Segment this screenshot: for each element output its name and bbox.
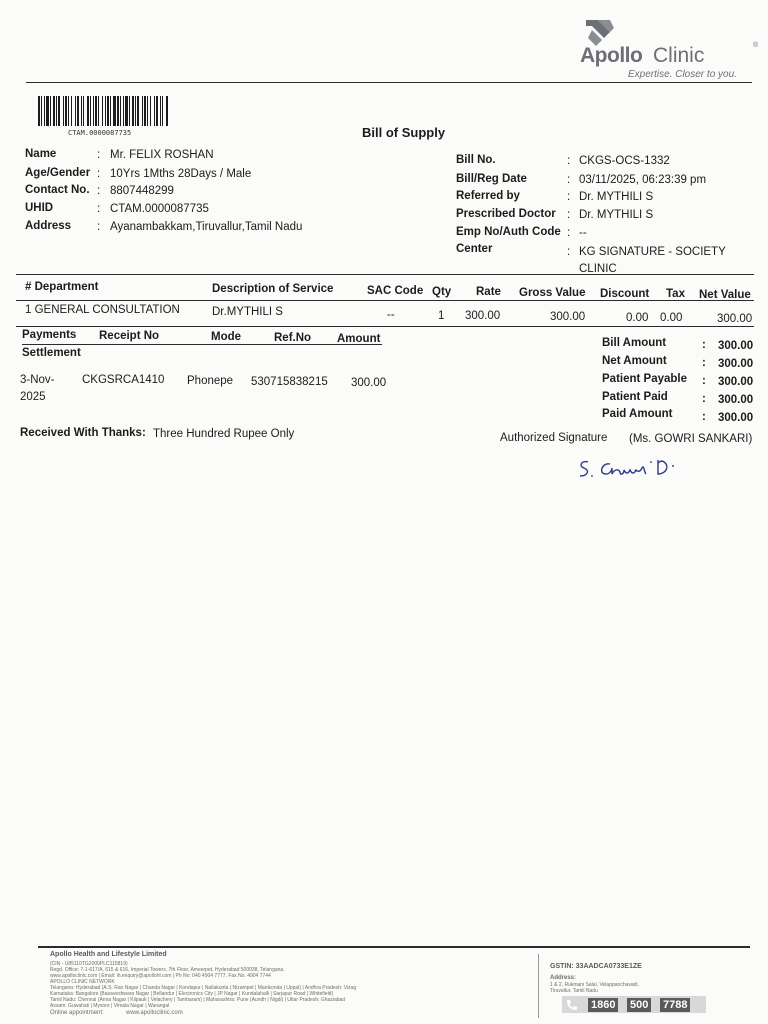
col-receipt-no: Receipt No	[99, 330, 160, 342]
footer-network-line1: Telangana: Hyderabad (A.S. Rao Nagar | Chanda Nagar | Kondapur | Nallakunta | Nizampet | Manikonda | Uppal) | Andhra Pradesh: Vizag	[50, 985, 357, 991]
address-label: Address	[25, 220, 72, 232]
cell-rate: 300.00	[465, 310, 501, 322]
uhid-value: CTAM.0000087735	[110, 203, 209, 215]
received-label: Received With Thanks:	[20, 427, 146, 439]
cell-discount: 0.00	[626, 312, 649, 324]
payment-date-line1: 3-Nov-	[20, 374, 55, 386]
center-value-line1: KG SIGNATURE - SOCIETY	[579, 246, 726, 258]
colon: :	[702, 375, 706, 387]
col-rate: Rate	[476, 286, 501, 298]
col-mode: Mode	[211, 331, 242, 343]
header-divider	[26, 82, 752, 83]
bill-no-label: Bill No.	[456, 154, 496, 166]
footer-company-name: Apollo Health and Lifestyle Limited	[50, 951, 167, 958]
logo-tagline: Expertise. Closer to you.	[628, 69, 737, 80]
footer-contact: www.apolloclinic.com | Email: ih.enquiry@apollohl.com | Ph No: 040 4904 7777, Fax No. 4904 7744	[50, 973, 271, 979]
colon: :	[567, 246, 571, 258]
footer-vertical-divider	[538, 954, 539, 1018]
col-qty: Qty	[432, 286, 452, 298]
emp-no-label: Emp No/Auth Code	[456, 226, 561, 238]
referred-by-value: Dr. MYTHILI S	[579, 191, 654, 203]
footer-address-line2: Tiruvallur, Tamil Nadu	[550, 988, 598, 994]
handwritten-signature	[574, 452, 714, 482]
col-amount: Amount	[337, 333, 381, 345]
reg-date-label: Bill/Reg Date	[456, 173, 527, 185]
paid-amount-label: Paid Amount	[602, 408, 673, 420]
col-sac-code: SAC Code	[367, 285, 424, 297]
payments-heading: Payments	[22, 329, 77, 341]
barcode-text: CTAM.0000087735	[68, 129, 132, 137]
patient-paid-label: Patient Paid	[602, 391, 668, 403]
barcode-image	[38, 96, 168, 126]
contact-value: 8807448299	[110, 185, 174, 197]
prescribed-doctor-label: Prescribed Doctor	[456, 208, 556, 220]
bill-amount-value: 300.00	[718, 340, 754, 352]
center-value-line2: CLINIC	[579, 263, 617, 275]
cell-qty: 1	[438, 310, 445, 322]
logo-registered-mark: ®	[753, 42, 759, 49]
authorized-signatory-name: (Ms. GOWRI SANKARI)	[629, 433, 753, 445]
patient-paid-value: 300.00	[718, 394, 754, 406]
payment-receipt-no: CKGSRCA1410	[82, 374, 165, 386]
name-value: Mr. FELIX ROSHAN	[110, 149, 214, 161]
page-title: Bill of Supply	[362, 125, 446, 140]
colon: :	[702, 339, 706, 351]
prescribed-doctor-value: Dr. MYTHILI S	[579, 209, 654, 221]
paid-amount-value: 300.00	[718, 412, 754, 424]
table-header-divider	[16, 300, 754, 301]
emp-no-value: --	[579, 227, 587, 239]
payment-date-line2: 2025	[20, 391, 46, 403]
footer-cin: (CIN - U85110TG2000PLC115819)	[50, 961, 128, 967]
footer-network-line3: Tamil Nadu: Chennai (Anna Nagar | Kilpauk | Velachery | Tambaram) | Maharashtra: Pune (Aundh | Nigdi) | Uttar Pradesh: Ghaziabad	[50, 997, 346, 1003]
col-net-value: Net Value	[699, 289, 751, 301]
footer-gstin: GSTIN: 33AADCA0733E1ZE	[550, 963, 642, 970]
age-gender-label: Age/Gender	[25, 167, 91, 179]
helpline-part3: 7788	[660, 998, 690, 1012]
cell-net-value: 300.00	[717, 313, 753, 325]
col-discount: Discount	[600, 288, 650, 300]
phone-icon	[566, 999, 578, 1011]
patient-payable-value: 300.00	[718, 376, 754, 388]
colon: :	[97, 149, 101, 161]
payment-mode: Phonepe	[187, 375, 234, 387]
cell-gross-value: 300.00	[550, 311, 586, 323]
colon: :	[702, 393, 706, 405]
colon: :	[97, 203, 101, 215]
colon: :	[97, 221, 101, 233]
logo-brand: Apollo	[580, 44, 643, 67]
bill-amount-label: Bill Amount	[602, 337, 667, 349]
col-tax: Tax	[666, 288, 685, 300]
uhid-label: UHID	[25, 202, 54, 214]
colon: :	[567, 227, 571, 239]
cell-sac-code: --	[387, 309, 395, 321]
settlement-heading: Settlement	[22, 347, 81, 359]
colon: :	[567, 174, 571, 186]
helpline-part1: 1860	[588, 998, 618, 1012]
footer-network-line2: Karnataka: Bangalore (Basaveshwara Nagar | Bellandur | Electronics City | JP Nagar | Kundalahalli | Sarjapur Road | Whitefield)	[50, 991, 334, 997]
bill-no-value: CKGS-OCS-1332	[579, 155, 670, 167]
cell-description: Dr.MYTHILI S	[212, 306, 283, 318]
col-description: Description of Service	[212, 283, 334, 295]
table-bottom-divider	[16, 326, 754, 327]
colon: :	[702, 357, 706, 369]
contact-label: Contact No.	[25, 184, 90, 196]
col-ref-no: Ref.No	[274, 332, 312, 344]
col-department: # Department	[25, 281, 99, 293]
colon: :	[97, 185, 101, 197]
authorized-signature-label: Authorized Signature	[500, 432, 608, 444]
cell-tax: 0.00	[660, 312, 683, 324]
footer-network-line4: Assam: Guwahati | Mysore | Vimala Nagar | Warangal	[50, 1003, 170, 1009]
colon: :	[702, 411, 706, 423]
footer-online-label: Online appointment:	[50, 1010, 104, 1016]
center-label: Center	[456, 243, 493, 255]
col-gross-value: Gross Value	[519, 287, 586, 299]
reg-date-value: 03/11/2025, 06:23:39 pm	[579, 174, 707, 186]
payment-ref-no: 530715838215	[251, 376, 328, 388]
footer-website-link[interactable]: www.apolloclinic.com	[126, 1010, 183, 1016]
footer-address-label: Address:	[550, 975, 577, 981]
colon: :	[567, 155, 571, 167]
received-amount-words: Three Hundred Rupee Only	[153, 428, 295, 440]
table-top-divider	[16, 274, 754, 275]
payment-amount: 300.00	[351, 377, 387, 389]
footer-network-heading: APOLLO CLINIC NETWORK	[50, 979, 115, 985]
net-amount-value: 300.00	[718, 358, 754, 370]
helpline-part2: 500	[627, 998, 651, 1012]
name-label: Name	[25, 148, 57, 160]
address-value: Ayanambakkam,Tiruvallur,Tamil Nadu	[110, 221, 303, 233]
footer-address-line1: 1 & 2, Rukmani Salai, Velappanchavadi,	[550, 982, 639, 988]
net-amount-label: Net Amount	[602, 355, 667, 367]
patient-payable-label: Patient Payable	[602, 373, 688, 385]
age-gender-value: 10Yrs 1Mths 28Days / Male	[110, 168, 252, 180]
cell-department: 1 GENERAL CONSULTATION	[25, 304, 180, 316]
footer-divider	[38, 946, 750, 948]
colon: :	[97, 168, 101, 180]
colon: :	[567, 191, 571, 203]
colon: :	[567, 209, 571, 221]
footer-regd-office: Regd. Office: 7-1-617/A, 615 & 616, Imperial Towers, 7th Floor, Ameerpet, Hyderabad 500038, Telangana.	[50, 967, 285, 973]
payments-header-underline	[22, 344, 382, 345]
logo-product: Clinic	[653, 44, 705, 67]
referred-by-label: Referred by	[456, 190, 520, 202]
